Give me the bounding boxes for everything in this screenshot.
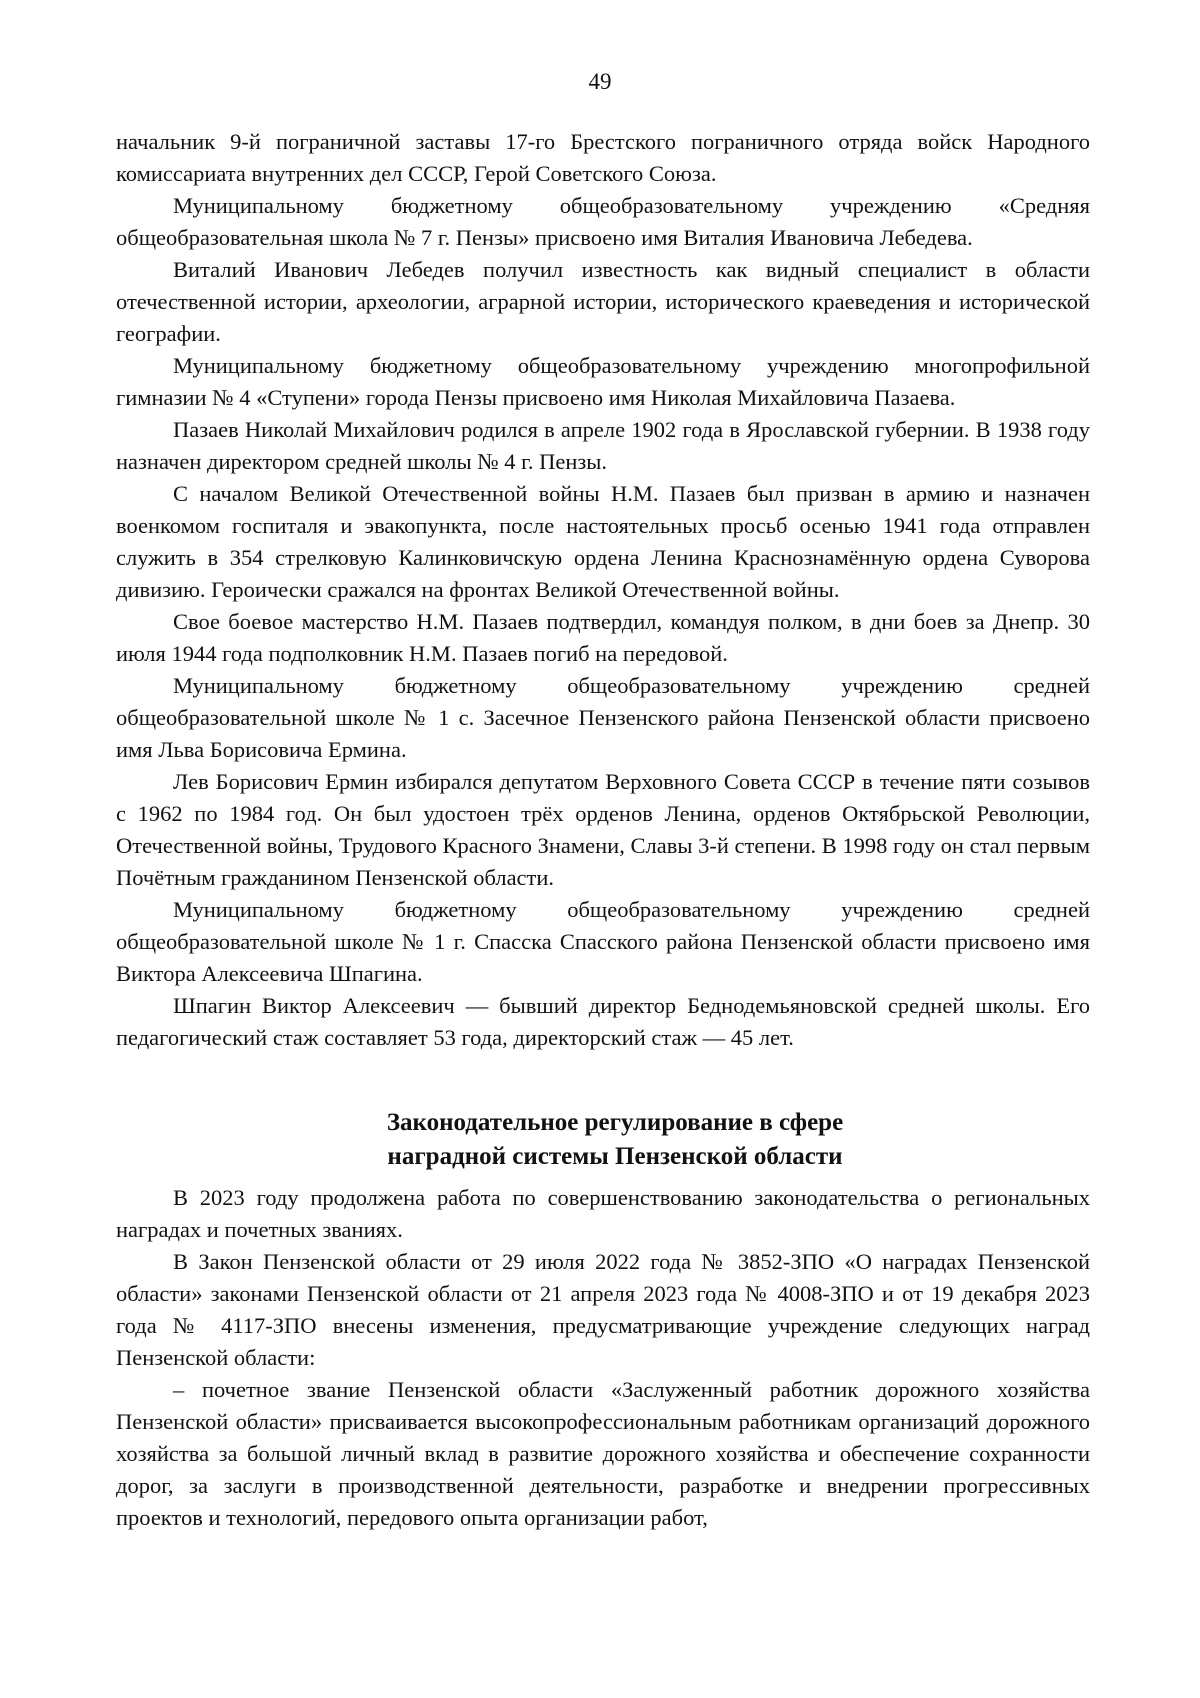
section-heading-line-2: наградной системы Пензенской области — [387, 1143, 843, 1170]
section-spacer — [116, 1054, 1090, 1106]
paragraph-law-amendments: В Закон Пензенской области от 29 июля 2022 года № 3852-ЗПО «О наградах Пензенской области» законами Пензенской области от 21 апреля 2023 года № 4008-ЗПО и от 19 декабря 2023 года № 4117-ЗПО внесены изменения, предусматривающие учреждение следующих наград Пензенской области: — [116, 1249, 1090, 1370]
section-heading — [116, 1106, 1090, 1174]
paragraph-gymnasium-4: Муниципальному бюджетному общеобразовательному учреждению многопрофильной гимназии № 4 «Ступени» города Пензы присвоено имя Николая Михайловича Пазаева. — [116, 353, 1090, 410]
document-body — [116, 126, 1090, 1534]
paragraph-school-7: Муниципальному бюджетному общеобразовательному учреждению «Средняя общеобразовательная школа № 7 г. Пензы» присвоено имя Виталия Ивановича Лебедева. — [116, 193, 1090, 250]
paragraph-pazaev-death: Свое боевое мастерство Н.М. Пазаев подтвердил, командуя полком, в дни боев за Днепр. 30 июля 1944 года подполковник Н.М. Пазаев погиб на передовой. — [116, 609, 1090, 666]
paragraph-spassk-school: Муниципальному бюджетному общеобразовательному учреждению средней общеобразовательной школе № 1 г. Спасска Спасского района Пензенской области присвоено имя Виктора Алексеевича Шпагина. — [116, 897, 1090, 986]
paragraph-lebedev-bio: Виталий Иванович Лебедев получил известность как видный специалист в области отечественной истории, археологии, аграрной истории, исторического краеведения и исторической географии. — [116, 257, 1090, 346]
page-number: 49 — [588, 69, 612, 94]
paragraph-legislation-2023: В 2023 году продолжена работа по совершенствованию законодательства о региональных наградах и почетных званиях. — [116, 1185, 1090, 1242]
paragraph-continuation: начальник 9-й пограничной заставы 17-го Брестского пограничного отряда войск Народного комиссариата внутренних дел СССР, Герой Советского Союза. — [116, 129, 1090, 186]
paragraph-ermin-bio: Лев Борисович Ермин избирался депутатом Верховного Совета СССР в течение пяти созывов с 1962 по 1984 год. Он был удостоен трёх орденов Ленина, орденов Октябрьской Революции, Отечественной войны, Трудового Красного Знамени, Славы 3-й степени. В 1998 году он стал первым Почётным гражданином Пензенской области. — [116, 769, 1090, 890]
paragraph-pazaev-war: С началом Великой Отечественной войны Н.М. Пазаев был призван в армию и назначен военкомом госпиталя и эвакопункта, после настоятельных просьб осенью 1941 года отправлен служить в 354 стрелковую Калинковичскую ордена Ленина Краснознамённую ордена Суворова дивизию. Героически сражался на фронтах Великой Отечественной войны. — [116, 481, 1090, 602]
paragraph-road-worker-title: – почетное звание Пензенской области «Заслуженный работник дорожного хозяйства Пензенской области» присваивается высокопрофессиональным работникам организаций дорожного хозяйства за большой личный вклад в развитие дорожного хозяйства и обеспечение сохранности дорог, за заслуги в производственной деятельности, разработке и внедрении прогрессивных проектов и технологий, передового опыта организации работ, — [116, 1377, 1090, 1530]
paragraph-shpagin-bio: Шпагин Виктор Алексеевич — бывший директор Беднодемьяновской средней школы. Его педагогический стаж составляет 53 года, директорский стаж — 45 лет. — [116, 993, 1090, 1050]
paragraph-pazaev-bio: Пазаев Николай Михайлович родился в апреле 1902 года в Ярославской губернии. В 1938 году назначен директором средней школы № 4 г. Пензы. — [116, 417, 1090, 474]
heading-spacer — [116, 1174, 1090, 1182]
paragraph-zasechnoe-school: Муниципальному бюджетному общеобразовательному учреждению средней общеобразовательной школе № 1 с. Засечное Пензенского района Пензенской области присвоено имя Льва Борисовича Ермина. — [116, 673, 1090, 762]
section-heading-line-1: Законодательное регулирование в сфере — [386, 1109, 844, 1136]
